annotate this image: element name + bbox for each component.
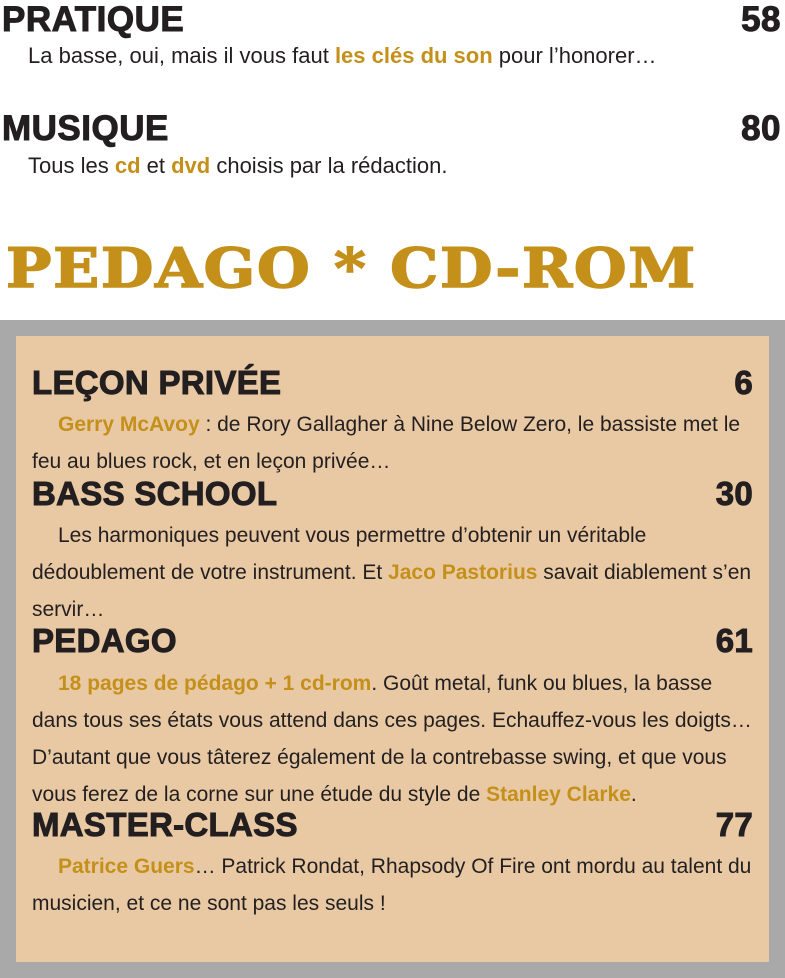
highlight: Stanley Clarke bbox=[486, 783, 631, 806]
pratique-description: La basse, oui, mais il vous faut les clés du son pour l’honorer… bbox=[28, 43, 657, 68]
page-number: 80 bbox=[741, 109, 781, 148]
pedago-heading bbox=[32, 624, 753, 657]
entry-title: MASTER-CLASS bbox=[32, 806, 298, 843]
master-class-text: Patrice Guers… Patrick Rondat, Rhapsody Of Fire ont mordu au talent du musicien, et ce ne sont pas les seuls ! bbox=[32, 855, 752, 915]
entry-title: PEDAGO bbox=[32, 622, 177, 659]
page-number: 30 bbox=[715, 475, 753, 512]
lecon-privee-text: Gerry McAvoy : de Rory Gallagher à Nine Below Zero, le bassiste met le feu au blues rock, et en leçon privée… bbox=[32, 413, 741, 473]
highlight: Patrice Guers bbox=[58, 855, 195, 878]
page-number: 6 bbox=[734, 364, 753, 401]
highlight: 18 pages de pédago + 1 cd-rom bbox=[58, 672, 372, 695]
pratique-heading bbox=[2, 2, 781, 37]
pedago-box bbox=[16, 336, 769, 962]
highlight: cd bbox=[114, 153, 141, 178]
page-number: 77 bbox=[715, 806, 753, 843]
musique-heading bbox=[2, 111, 781, 146]
entry-title: BASS SCHOOL bbox=[32, 475, 278, 512]
highlight: Gerry McAvoy bbox=[58, 413, 200, 436]
pedago-text: 18 pages de pédago + 1 cd-rom. Goût metal, funk ou blues, la basse dans tous ses états vous attend dans ces pages. Echauffez-vous les doigts… D’autant que vous tâterez également de la contrebasse swing, et que vous vous ferez de la corne sur une étude du style de Stanley Clarke. bbox=[32, 672, 752, 806]
lecon-privee-heading bbox=[32, 366, 753, 399]
page-number: 58 bbox=[741, 0, 781, 39]
highlight: les clés du son bbox=[334, 43, 493, 68]
section-title: MUSIQUE bbox=[2, 109, 169, 148]
entry-title: LEÇON PRIVÉE bbox=[32, 364, 282, 401]
musique-description: Tous les cd et dvd choisis par la rédaction. bbox=[28, 153, 448, 178]
bass-school-heading bbox=[32, 477, 753, 510]
section-title: PRATIQUE bbox=[2, 0, 185, 39]
bass-school-text: Les harmoniques peuvent vous permettre d’obtenir un véritable dédoublement de votre instrument. Et Jaco Pastorius savait diablement s’en servir… bbox=[32, 524, 752, 621]
page-number: 61 bbox=[715, 622, 753, 659]
pedago-box-frame bbox=[0, 320, 785, 978]
pedago-cdrom-title: PEDAGO * CD-ROM bbox=[6, 236, 697, 300]
highlight: Jaco Pastorius bbox=[388, 561, 538, 584]
highlight: dvd bbox=[171, 153, 211, 178]
master-class-heading bbox=[32, 808, 753, 841]
